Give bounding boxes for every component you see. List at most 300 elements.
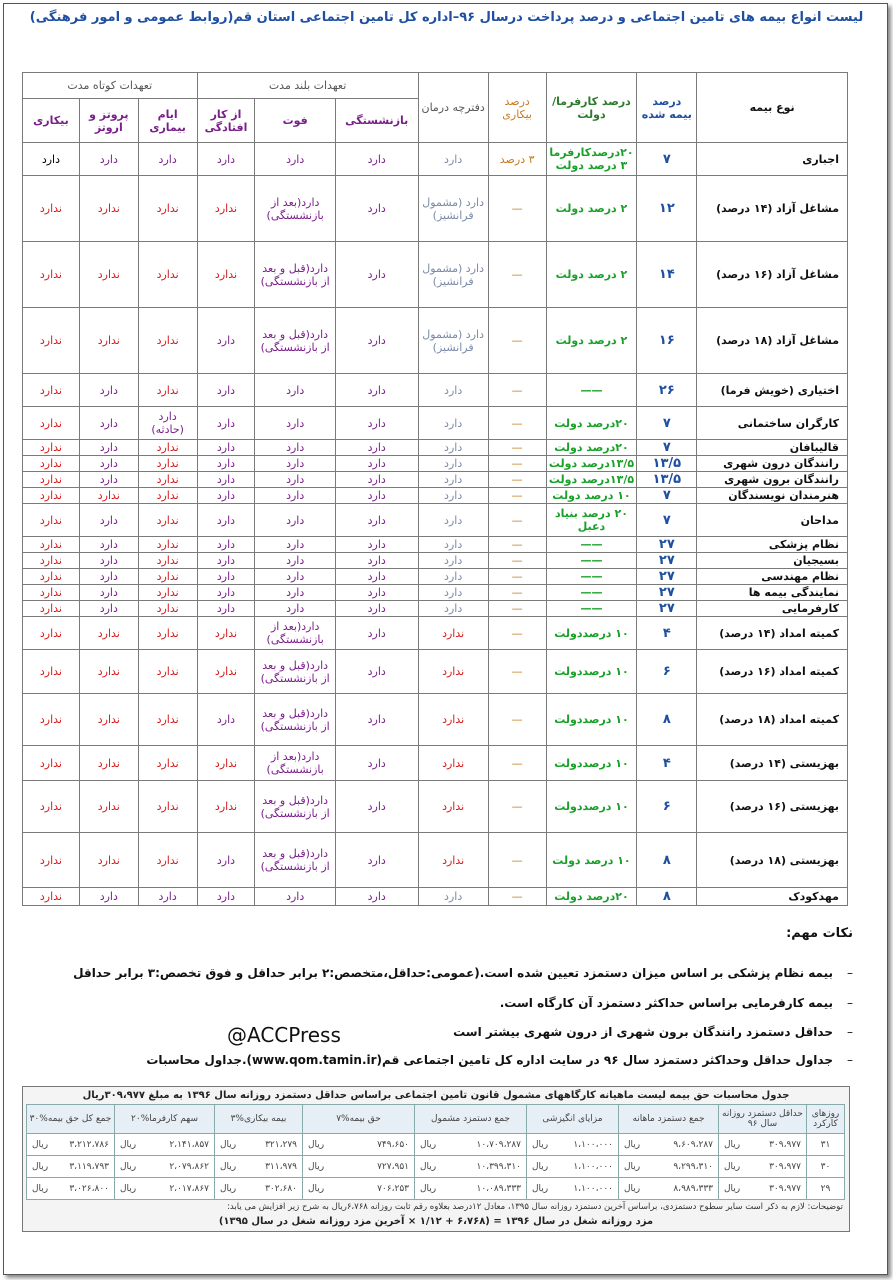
amount: ۱،۱۰۰،۰۰۰ [573,1161,613,1172]
row-sick-days: ندارد [138,504,197,537]
amount: ۳۱۱،۹۷۹ [265,1161,297,1172]
currency-unit: ریال [220,1139,237,1150]
table-row [23,650,848,694]
row-insured-pct: ۷ [637,407,697,440]
row-disability: ندارد [197,176,255,242]
row-disability: دارد [197,488,255,504]
row-clinic: ندارد [418,617,488,650]
calc-cell [719,1134,807,1156]
note-text: جداول حداقل وحداکثر دستمزد سال ۹۶ در سایت اداره کل تامین اجتماعی قم(www.qom.tamin.ir).جداول محاسبات [146,1053,833,1067]
table-row [23,585,848,601]
header-disability: از کار افتادگی [197,99,255,143]
row-prosthesis: دارد [79,537,138,553]
row-death: دارد [255,504,336,537]
amount: ۱۰،۰۸۹،۳۳۳ [476,1183,521,1194]
row-unemployment-pct: — [488,407,546,440]
table-row [23,308,848,374]
calc-cell [115,1156,215,1178]
row-type: مشاغل آزاد (۱۸ درصد) [697,308,848,374]
row-clinic: دارد (مشمول فرانشیز) [418,308,488,374]
calc-row [27,1178,845,1200]
row-death: دارد(قبل و بعد از بازنشستگی) [255,242,336,308]
table-row [23,472,848,488]
calc-panel [22,1086,850,1232]
row-retirement: دارد [335,488,418,504]
calc-header-cell: حداقل دستمزد روزانه سال ۹۶ [719,1105,807,1134]
row-clinic: دارد [418,601,488,617]
row-death: دارد [255,585,336,601]
row-death: دارد(قبل و بعد از بازنشستگی) [255,694,336,746]
row-insured-pct: ۲۷ [637,553,697,569]
row-sick-days: دارد [138,888,197,906]
table-row [23,781,848,833]
calc-value [217,1184,300,1194]
calc-value [305,1184,412,1194]
calc-value [217,1162,300,1172]
row-death: دارد [255,472,336,488]
amount: ۹،۶۰۹،۲۸۷ [673,1139,713,1150]
row-clinic: دارد (مشمول فرانشیز) [418,176,488,242]
amount: ۱،۱۰۰،۰۰۰ [573,1139,613,1150]
row-employer-pct: ۲۰ درصد بنیاد دعبل [546,504,637,537]
row-clinic: ندارد [418,694,488,746]
row-retirement: دارد [335,650,418,694]
amount: ۳۰۲،۶۸۰ [265,1183,297,1194]
row-death: دارد [255,440,336,456]
calc-value [117,1140,212,1150]
row-unemployment: ندارد [23,569,80,585]
notes-title: نکات مهم: [786,926,853,941]
row-unemployment: ندارد [23,537,80,553]
row-employer-pct: ۱۰ درصددولت [546,746,637,781]
row-clinic: ندارد [418,781,488,833]
row-insured-pct: ۸ [637,694,697,746]
calc-value [117,1184,212,1194]
row-unemployment: ندارد [23,553,80,569]
row-retirement: دارد [335,833,418,888]
row-clinic: دارد [418,456,488,472]
row-sick-days: ندارد [138,833,197,888]
row-unemployment-pct: — [488,374,546,407]
row-type: بهزیستی (۱۶ درصد) [697,781,848,833]
calc-value [621,1140,716,1150]
row-employer-pct: ۲۰درصد دولت [546,440,637,456]
row-unemployment: ندارد [23,242,80,308]
row-unemployment: ندارد [23,585,80,601]
row-prosthesis: ندارد [79,694,138,746]
row-sick-days: ندارد [138,537,197,553]
row-insured-pct: ۲۷ [637,601,697,617]
row-death: دارد [255,456,336,472]
header-retirement: بازنشستگی [335,99,418,143]
calc-value [417,1162,524,1172]
currency-unit: ریال [624,1161,641,1172]
row-clinic: ندارد [418,746,488,781]
row-unemployment: ندارد [23,488,80,504]
row-insured-pct: ۱۳/۵ [637,472,697,488]
currency-unit: ریال [624,1183,641,1194]
row-prosthesis: ندارد [79,833,138,888]
row-unemployment: دارد [23,143,80,176]
row-insured-pct: ۶ [637,781,697,833]
note-item: –بیمه کارفرمایی براساس حداکثر دستمزد آن کارگاه است. [499,996,853,1010]
calc-cell [619,1134,719,1156]
calc-cell [527,1156,619,1178]
row-death: دارد(قبل و بعد از بازنشستگی) [255,650,336,694]
table-row [23,456,848,472]
row-unemployment-pct: — [488,440,546,456]
amount: ۹،۲۹۹،۳۱۰ [673,1161,713,1172]
currency-unit: ریال [220,1183,237,1194]
row-clinic: دارد [418,553,488,569]
row-unemployment-pct: — [488,553,546,569]
row-unemployment-pct: ۳ درصد [488,143,546,176]
row-unemployment-pct: — [488,781,546,833]
row-disability: دارد [197,601,255,617]
calc-value [29,1184,112,1194]
calc-cell [527,1134,619,1156]
table-row [23,488,848,504]
row-clinic: ندارد [418,833,488,888]
row-disability: دارد [197,569,255,585]
row-unemployment: ندارد [23,407,80,440]
row-unemployment-pct: — [488,308,546,374]
row-retirement: دارد [335,553,418,569]
row-unemployment-pct: — [488,833,546,888]
calc-cell: ۲۹ [807,1178,845,1200]
row-sick-days: ندارد [138,569,197,585]
row-sick-days: ندارد [138,781,197,833]
note-text: حداقل دستمزد رانندگان برون شهری از درون شهری بیشتر است [453,1025,833,1039]
row-unemployment-pct: — [488,569,546,585]
row-unemployment: ندارد [23,456,80,472]
calc-header-cell: بیمه بیکاری%۳ [215,1105,303,1134]
row-insured-pct: ۱۲ [637,176,697,242]
calc-header-cell: جمع دستمزد ماهانه [619,1105,719,1134]
row-death: دارد [255,553,336,569]
currency-unit: ریال [308,1161,325,1172]
currency-unit: ریال [120,1139,137,1150]
calc-header-cell: مزایای انگیزشی [527,1105,619,1134]
table-row [23,374,848,407]
amount: ۳،۰۲۶،۸۰۰ [69,1183,109,1194]
currency-unit: ریال [724,1183,741,1194]
calc-cell [619,1156,719,1178]
row-prosthesis: دارد [79,569,138,585]
calc-cell [303,1134,415,1156]
row-prosthesis: ندارد [79,617,138,650]
calc-footnote: توضیحات: لازم به ذکر است سایر سطوح دستمزدی، براساس آخرین دستمزد روزانه سال ۱۳۹۵، معادل ۱۲درصد بعلاوه رقم ثابت روزانه ۶،۷۶۸ریال به شرح زیر افزایش می یابد: [227,1202,843,1212]
row-clinic: دارد [418,488,488,504]
calc-cell [303,1178,415,1200]
row-unemployment: ندارد [23,601,80,617]
calc-cell [527,1178,619,1200]
table-row [23,504,848,537]
row-unemployment: ندارد [23,781,80,833]
calc-value [621,1184,716,1194]
row-prosthesis: دارد [79,143,138,176]
row-sick-days: ندارد [138,242,197,308]
amount: ۳۰۹،۹۷۷ [769,1161,801,1172]
row-prosthesis: ندارد [79,242,138,308]
row-employer-pct: ۱۰ درصد دولت [546,488,637,504]
row-retirement: دارد [335,537,418,553]
row-sick-days: ندارد [138,456,197,472]
row-unemployment: ندارد [23,472,80,488]
row-type: اختیاری (خویش فرما) [697,374,848,407]
calc-cell: ۳۱ [807,1134,845,1156]
row-prosthesis: دارد [79,504,138,537]
amount: ۳۰۹،۹۷۷ [769,1139,801,1150]
row-insured-pct: ۴ [637,617,697,650]
row-employer-pct: —— [546,569,637,585]
row-retirement: دارد [335,746,418,781]
table-row [23,242,848,308]
header-sick-days: ایام بیماری [138,99,197,143]
row-unemployment: ندارد [23,694,80,746]
row-unemployment-pct: — [488,537,546,553]
calc-value [721,1140,804,1150]
row-clinic: دارد (مشمول فرانشیز) [418,242,488,308]
currency-unit: ریال [724,1139,741,1150]
row-prosthesis: ندارد [79,176,138,242]
row-clinic: دارد [418,407,488,440]
calc-cell [115,1178,215,1200]
row-type: هنرمندان نویسندگان [697,488,848,504]
calc-cell [27,1178,115,1200]
note-text: بیمه نظام پزشکی بر اساس میزان دستمزد تعیین شده است.(عمومی:حداقل،متخصص:۲ برابر حداقل و فوق تخصص:۳ برابر حداقل [73,966,833,980]
row-disability: دارد [197,456,255,472]
calc-value [29,1162,112,1172]
row-retirement: دارد [335,407,418,440]
calc-cell [215,1134,303,1156]
page-title: لیست انواع بیمه های تامین اجتماعی و درصد پرداخت درسال ۹۶–اداره کل تامین اجتماعی استان قم(روابط عمومی و امور فرهنگی) [29,10,864,25]
row-clinic: دارد [418,374,488,407]
row-clinic: دارد [418,569,488,585]
table-body [23,143,848,906]
calc-value [529,1140,616,1150]
row-unemployment: ندارد [23,308,80,374]
row-type: نظام پزشکی [697,537,848,553]
row-employer-pct: ۲۰درصد دولت [546,407,637,440]
row-unemployment: ندارد [23,374,80,407]
row-death: دارد [255,374,336,407]
row-prosthesis: دارد [79,456,138,472]
amount: ۷۲۷،۹۵۱ [377,1161,409,1172]
header-insurance-type: نوع بیمه [697,73,848,143]
row-retirement: دارد [335,781,418,833]
currency-unit: ریال [32,1139,49,1150]
calc-value [305,1162,412,1172]
header-employer-pct: درصد کارفرما/دولت [546,73,637,143]
row-disability: ندارد [197,781,255,833]
row-unemployment-pct: — [488,746,546,781]
row-disability: دارد [197,374,255,407]
row-sick-days: ندارد [138,472,197,488]
calc-value [29,1140,112,1150]
row-death: دارد(قبل و بعد از بازنشستگی) [255,308,336,374]
row-unemployment-pct: — [488,585,546,601]
currency-unit: ریال [32,1161,49,1172]
row-employer-pct: ۱۳/۵درصد دولت [546,472,637,488]
table-row [23,888,848,906]
row-disability: دارد [197,440,255,456]
row-employer-pct: —— [546,537,637,553]
row-prosthesis: دارد [79,553,138,569]
row-type: رانندگان برون شهری [697,472,848,488]
row-disability: ندارد [197,650,255,694]
header-unemployment: بیکاری [23,99,80,143]
currency-unit: ریال [220,1161,237,1172]
amount: ۷۰۶،۲۵۳ [377,1183,409,1194]
row-sick-days: دارد [138,143,197,176]
row-insured-pct: ۲۷ [637,569,697,585]
row-retirement: دارد [335,456,418,472]
row-retirement: دارد [335,585,418,601]
calc-value [529,1184,616,1194]
row-type: نمایندگی بیمه ها [697,585,848,601]
calc-cell [27,1134,115,1156]
calc-cell [619,1178,719,1200]
calc-cell [215,1178,303,1200]
row-disability: دارد [197,553,255,569]
row-disability: دارد [197,472,255,488]
row-unemployment-pct: — [488,601,546,617]
row-clinic: دارد [418,537,488,553]
header-unemployment-pct: درصد بیکاری [488,73,546,143]
calc-header-cell: جمع دستمزد مشمول [415,1105,527,1134]
calc-cell [415,1178,527,1200]
calc-value [217,1140,300,1150]
row-unemployment-pct: — [488,617,546,650]
currency-unit: ریال [532,1183,549,1194]
row-employer-pct: ۲۰درصد دولت [546,888,637,906]
row-clinic: ندارد [418,650,488,694]
row-employer-pct: ۲ درصد دولت [546,308,637,374]
row-sick-days: ندارد [138,746,197,781]
row-disability: دارد [197,585,255,601]
row-insured-pct: ۷ [637,143,697,176]
calc-formula: مزد روزانه شغل در سال ۱۳۹۶ = (۶،۷۶۸ + ۱/۱۲ × آخرین مزد روزانه شغل در سال ۱۳۹۵) [218,1216,654,1227]
row-insured-pct: ۷ [637,504,697,537]
calc-row [27,1134,845,1156]
calc-cell [415,1156,527,1178]
row-type: مداحان [697,504,848,537]
table-row [23,694,848,746]
calc-header-cell: جمع کل حق بیمه%۳۰ [27,1105,115,1134]
row-type: رانندگان درون شهری [697,456,848,472]
row-unemployment-pct: — [488,472,546,488]
row-retirement: دارد [335,308,418,374]
row-clinic: دارد [418,504,488,537]
amount: ۳،۱۱۹،۷۹۳ [69,1161,109,1172]
row-type: اجباری [697,143,848,176]
row-unemployment: ندارد [23,650,80,694]
note-item: –جداول حداقل وحداکثر دستمزد سال ۹۶ در سایت اداره کل تامین اجتماعی قم(www.qom.tamin.ir).جداول محاسبات [146,1053,853,1067]
amount: ۳،۲۱۲،۷۸۶ [69,1139,109,1150]
row-prosthesis: دارد [79,472,138,488]
row-prosthesis: دارد [79,601,138,617]
header-clinic: دفترچه درمان [418,73,488,143]
table-row [23,553,848,569]
row-insured-pct: ۸ [637,888,697,906]
row-prosthesis: دارد [79,440,138,456]
row-insured-pct: ۸ [637,833,697,888]
calc-value [417,1140,524,1150]
row-unemployment-pct: — [488,694,546,746]
row-type: مشاغل آزاد (۱۶ درصد) [697,242,848,308]
amount: ۷۴۹،۶۵۰ [377,1139,409,1150]
watermark: @ACCPress [227,1023,341,1047]
row-unemployment-pct: — [488,456,546,472]
row-death: دارد(بعد از بازنشستگی) [255,746,336,781]
table-row [23,143,848,176]
row-insured-pct: ۱۶ [637,308,697,374]
row-clinic: دارد [418,888,488,906]
row-prosthesis: ندارد [79,781,138,833]
row-unemployment-pct: — [488,504,546,537]
table-row [23,176,848,242]
calc-cell [303,1156,415,1178]
row-retirement: دارد [335,242,418,308]
row-disability: دارد [197,833,255,888]
amount: ۸،۹۸۹،۳۳۳ [673,1183,713,1194]
row-death: دارد(قبل و بعد از بازنشستگی) [255,833,336,888]
row-retirement: دارد [335,176,418,242]
table-row [23,601,848,617]
calc-cell [719,1178,807,1200]
row-employer-pct: —— [546,374,637,407]
row-type: کمیته امداد (۱۴ درصد) [697,617,848,650]
row-clinic: دارد [418,472,488,488]
row-disability: ندارد [197,242,255,308]
row-clinic: دارد [418,440,488,456]
row-insured-pct: ۷ [637,488,697,504]
row-prosthesis: ندارد [79,650,138,694]
amount: ۳۰۹،۹۷۷ [769,1183,801,1194]
currency-unit: ریال [532,1161,549,1172]
row-employer-pct: ۲۰درصدکارفرما ۳ درصد دولت [546,143,637,176]
row-disability: دارد [197,888,255,906]
row-sick-days: دارد (حادثه) [138,407,197,440]
currency-unit: ریال [308,1139,325,1150]
row-retirement: دارد [335,617,418,650]
currency-unit: ریال [32,1183,49,1194]
row-employer-pct: ۱۰ درصددولت [546,650,637,694]
row-death: دارد(قبل و بعد از بازنشستگی) [255,781,336,833]
row-type: کارفرمایی [697,601,848,617]
row-insured-pct: ۲۷ [637,585,697,601]
row-sick-days: ندارد [138,553,197,569]
row-employer-pct: ۱۰ درصددولت [546,617,637,650]
currency-unit: ریال [308,1183,325,1194]
calc-value [417,1184,524,1194]
row-employer-pct: —— [546,601,637,617]
row-unemployment: ندارد [23,440,80,456]
row-clinic: دارد [418,585,488,601]
calc-header-cell: روزهای کارکرد [807,1105,845,1134]
table-row [23,407,848,440]
row-employer-pct: ۱۰ درصددولت [546,781,637,833]
row-employer-pct: ۱۰ درصد دولت [546,833,637,888]
row-employer-pct: ۱۳/۵درصد دولت [546,456,637,472]
amount: ۱،۱۰۰،۰۰۰ [573,1183,613,1194]
row-sick-days: ندارد [138,694,197,746]
row-prosthesis: ندارد [79,308,138,374]
header-long-term: تعهدات بلند مدت [197,73,418,99]
row-unemployment-pct: — [488,176,546,242]
calc-value [117,1162,212,1172]
